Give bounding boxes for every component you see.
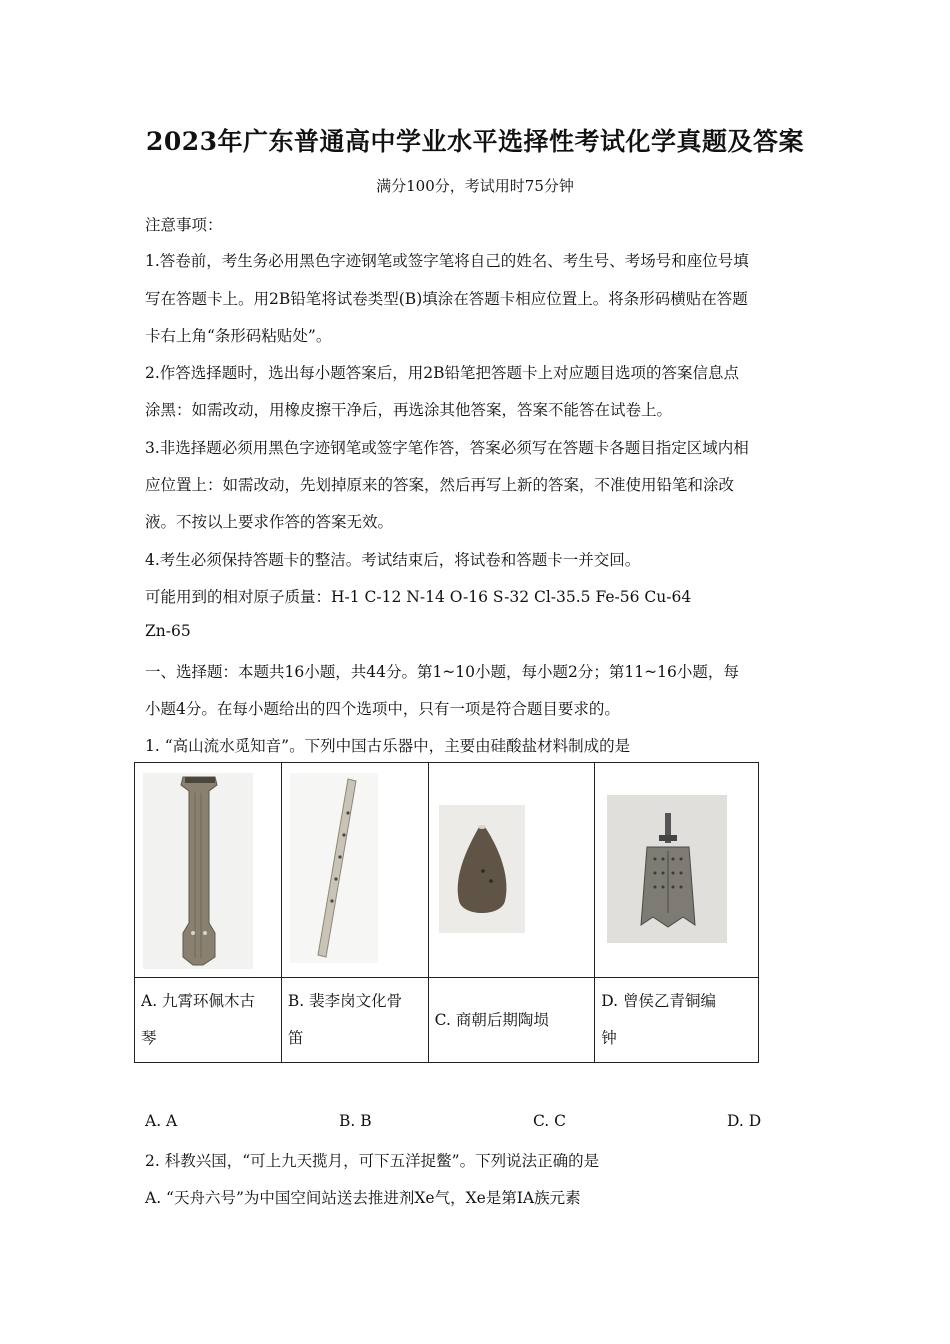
choice-a: A. A bbox=[145, 1112, 178, 1130]
option-c-label: C. 商朝后期陶埙 bbox=[428, 978, 595, 1063]
page-title: 2023年广东普通高中学业水平选择性考试化学真题及答案 bbox=[145, 127, 805, 156]
notes-line: 4.考生必须保持答题卡的整洁。考试结束后，将试卷和答题卡一并交回。 bbox=[145, 551, 641, 569]
notes-line: 写在答题卡上。用2B铅笔将试卷类型(B)填涂在答题卡相应位置上。将条形码横贴在答题 bbox=[145, 290, 748, 308]
pottery-xun-image bbox=[439, 805, 525, 933]
notes-line: 2.作答选择题时，选出每小题答案后，用2B铅笔把答题卡上对应题目选项的答案信息点 bbox=[145, 364, 740, 382]
choice-b: B. B bbox=[339, 1112, 372, 1130]
choice-c: C. C bbox=[533, 1112, 567, 1130]
atomic-mass-line: 可能用到的相对原子质量：H-1 C-12 N-14 O-16 S-32 Cl-35.5 Fe-56 Cu-64 bbox=[145, 588, 692, 606]
option-a-label: A. 九霄环佩木古 琴 bbox=[135, 978, 282, 1063]
exam-info: 满分100分，考试用时75分钟 bbox=[376, 177, 574, 195]
question-1-options-table bbox=[134, 762, 759, 1063]
question-2-option-a: A. “天舟六号”为中国空间站送去推进剂Xe气，Xe是第IA族元素 bbox=[145, 1189, 581, 1207]
option-d-image-cell bbox=[595, 763, 759, 978]
section-heading: 小题4分。在每小题给出的四个选项中，只有一项是符合题目要求的。 bbox=[145, 700, 620, 718]
option-d-label: D. 曾侯乙青铜编 钟 bbox=[595, 978, 759, 1063]
choice-d: D. D bbox=[727, 1112, 762, 1130]
guqin-image bbox=[143, 773, 253, 969]
notes-line: 液。不按以上要求作答的答案无效。 bbox=[145, 513, 394, 531]
option-b-label: B. 裴李岗文化骨 笛 bbox=[281, 978, 428, 1063]
question-1-stem: 1. “高山流水觅知音”。下列中国古乐器中，主要由硅酸盐材料制成的是 bbox=[145, 737, 631, 755]
bronze-bell-image bbox=[607, 795, 727, 943]
atomic-mass-line: Zn-65 bbox=[145, 622, 191, 640]
bone-flute-image bbox=[290, 773, 378, 963]
notes-line: 卡右上角“条形码粘贴处”。 bbox=[145, 327, 332, 345]
option-c-image-cell bbox=[428, 763, 595, 978]
notes-line: 应位置上：如需改动，先划掉原来的答案，然后再写上新的答案，不准使用铅笔和涂改 bbox=[145, 476, 735, 494]
notes-line: 涂黑：如需改动，用橡皮擦干净后，再选涂其他答案，答案不能答在试卷上。 bbox=[145, 401, 673, 419]
notes-line: 3.非选择题必须用黑色字迹钢笔或签字笔作答，答案必须写在答题卡各题目指定区域内相 bbox=[145, 439, 749, 457]
notes-line: 1.答卷前，考生务必用黑色字迹钢笔或签字笔将自己的姓名、考生号、考场号和座位号填 bbox=[145, 252, 749, 270]
option-a-image-cell bbox=[135, 763, 282, 978]
question-2-stem: 2. 科教兴国，“可上九天揽月，可下五洋捉鳖”。下列说法正确的是 bbox=[145, 1152, 600, 1170]
option-b-image-cell bbox=[281, 763, 428, 978]
notes-heading: 注意事项： bbox=[145, 216, 223, 234]
section-heading: 一、选择题：本题共16小题，共44分。第1~10小题，每小题2分；第11~16小题，每 bbox=[145, 663, 739, 681]
